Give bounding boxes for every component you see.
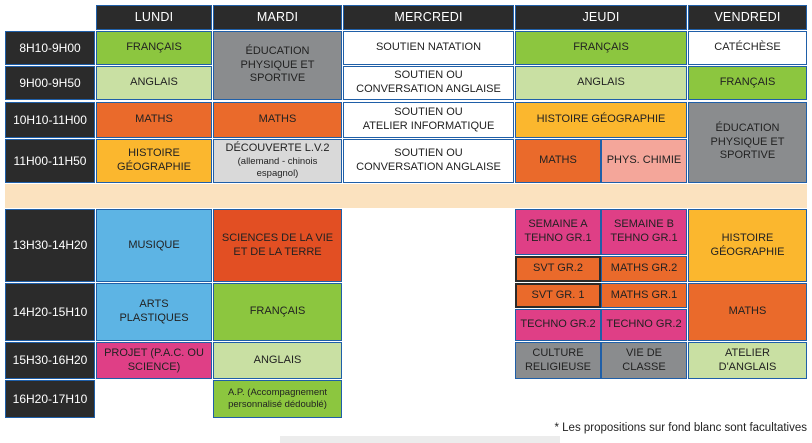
- ap-title: A.P. (Accompagnement: [227, 387, 328, 399]
- jeudi-phys-chimie: PHYS. CHIMIE: [601, 139, 687, 183]
- mercredi-soutien-anglais-1: SOUTIEN OU CONVERSATION ANGLAISE: [343, 66, 514, 100]
- jeudi-histoire-geographie: HISTOIRE GÉOGRAPHIE: [515, 102, 687, 138]
- jeudi-semaine-b-techno: SEMAINE B TEHNO GR.1: [601, 209, 687, 255]
- mercredi-soutien-natation: SOUTIEN NATATION: [343, 31, 514, 65]
- mardi-francais: FRANÇAIS: [213, 283, 342, 341]
- lv2-title: DÉCOUVERTE L.V.2: [225, 142, 330, 155]
- vendredi-eps: ÉDUCATION PHYSIQUE ET SPORTIVE: [688, 102, 807, 183]
- day-header-mercredi: MERCREDI: [343, 5, 514, 30]
- jeudi-maths-gr2: MATHS GR.2: [601, 256, 687, 282]
- mardi-accompagnement: [213, 380, 342, 418]
- day-header-vendredi: VENDREDI: [688, 5, 807, 30]
- time-slot-11h00: 11H00-11H50: [5, 139, 95, 183]
- mardi-maths: MATHS: [213, 102, 342, 138]
- lundi-francais: FRANÇAIS: [96, 31, 212, 65]
- jeudi-maths: MATHS: [515, 139, 601, 183]
- day-header-jeudi: JEUDI: [515, 5, 687, 30]
- vendredi-atelier-anglais: ATELIER D'ANGLAIS: [688, 342, 807, 379]
- lv2-languages: (allemand - chinois espagnol): [237, 156, 318, 179]
- ap-sub: personnalisé dédoublé): [228, 399, 327, 410]
- time-slot-15h30: 15H30-16H20: [5, 342, 95, 379]
- mercredi-soutien-informatique: SOUTIEN OU ATELIER INFORMATIQUE: [343, 102, 514, 138]
- lundi-histoire-geographie: HISTOIRE GÉOGRAPHIE: [96, 139, 212, 183]
- jeudi-francais: FRANÇAIS: [515, 31, 687, 65]
- vendredi-maths: MATHS: [688, 283, 807, 341]
- lunch-break-band: [5, 184, 807, 208]
- lundi-maths: MATHS: [96, 102, 212, 138]
- jeudi-svt-gr1: SVT GR. 1: [515, 283, 601, 308]
- time-slot-16h20: 16H20-17H10: [5, 380, 95, 418]
- mardi-anglais: ANGLAIS: [213, 342, 342, 379]
- lundi-projet: PROJET (P.A.C. OU SCIENCE): [96, 342, 212, 379]
- mardi-decouverte-lv2: [213, 139, 342, 183]
- time-slot-8h10: 8H10-9H00: [5, 31, 95, 65]
- jeudi-svt-gr2: SVT GR.2: [515, 256, 601, 282]
- mardi-svt: SCIENCES DE LA VIE ET DE LA TERRE: [213, 209, 342, 282]
- lundi-anglais: ANGLAIS: [96, 66, 212, 100]
- jeudi-anglais: ANGLAIS: [515, 66, 687, 100]
- time-slot-13h30: 13H30-14H20: [5, 209, 95, 282]
- time-slot-14h20: 14H20-15H10: [5, 283, 95, 341]
- vendredi-catechese: CATÉCHÈSE: [688, 31, 807, 65]
- bottom-shadow: [280, 436, 560, 443]
- jeudi-vie-de-classe: VIE DE CLASSE: [601, 342, 687, 379]
- vendredi-histoire-geographie: HISTOIRE GÉOGRAPHIE: [688, 209, 807, 282]
- day-header-lundi: LUNDI: [96, 5, 212, 30]
- optional-note: * Les propositions sur fond blanc sont facultatives: [554, 422, 807, 434]
- mercredi-soutien-anglais-2: SOUTIEN OU CONVERSATION ANGLAISE: [343, 139, 514, 183]
- time-slot-9h00: 9H00-9H50: [5, 66, 95, 100]
- vendredi-francais: FRANÇAIS: [688, 66, 807, 100]
- jeudi-techno-gr2-b: TECHNO GR.2: [601, 309, 687, 341]
- jeudi-techno-gr2-a: TECHNO GR.2: [515, 309, 601, 341]
- lundi-arts-plastiques: ARTS PLASTIQUES: [96, 283, 212, 341]
- day-header-mardi: MARDI: [213, 5, 342, 30]
- time-slot-10h10: 10H10-11H00: [5, 102, 95, 138]
- lundi-musique: MUSIQUE: [96, 209, 212, 282]
- mardi-eps: ÉDUCATION PHYSIQUE ET SPORTIVE: [213, 31, 342, 100]
- jeudi-culture-religieuse: CULTURE RELIGIEUSE: [515, 342, 601, 379]
- jeudi-semaine-a-techno: SEMAINE A TEHNO GR.1: [515, 209, 601, 255]
- jeudi-maths-gr1: MATHS GR.1: [601, 283, 687, 308]
